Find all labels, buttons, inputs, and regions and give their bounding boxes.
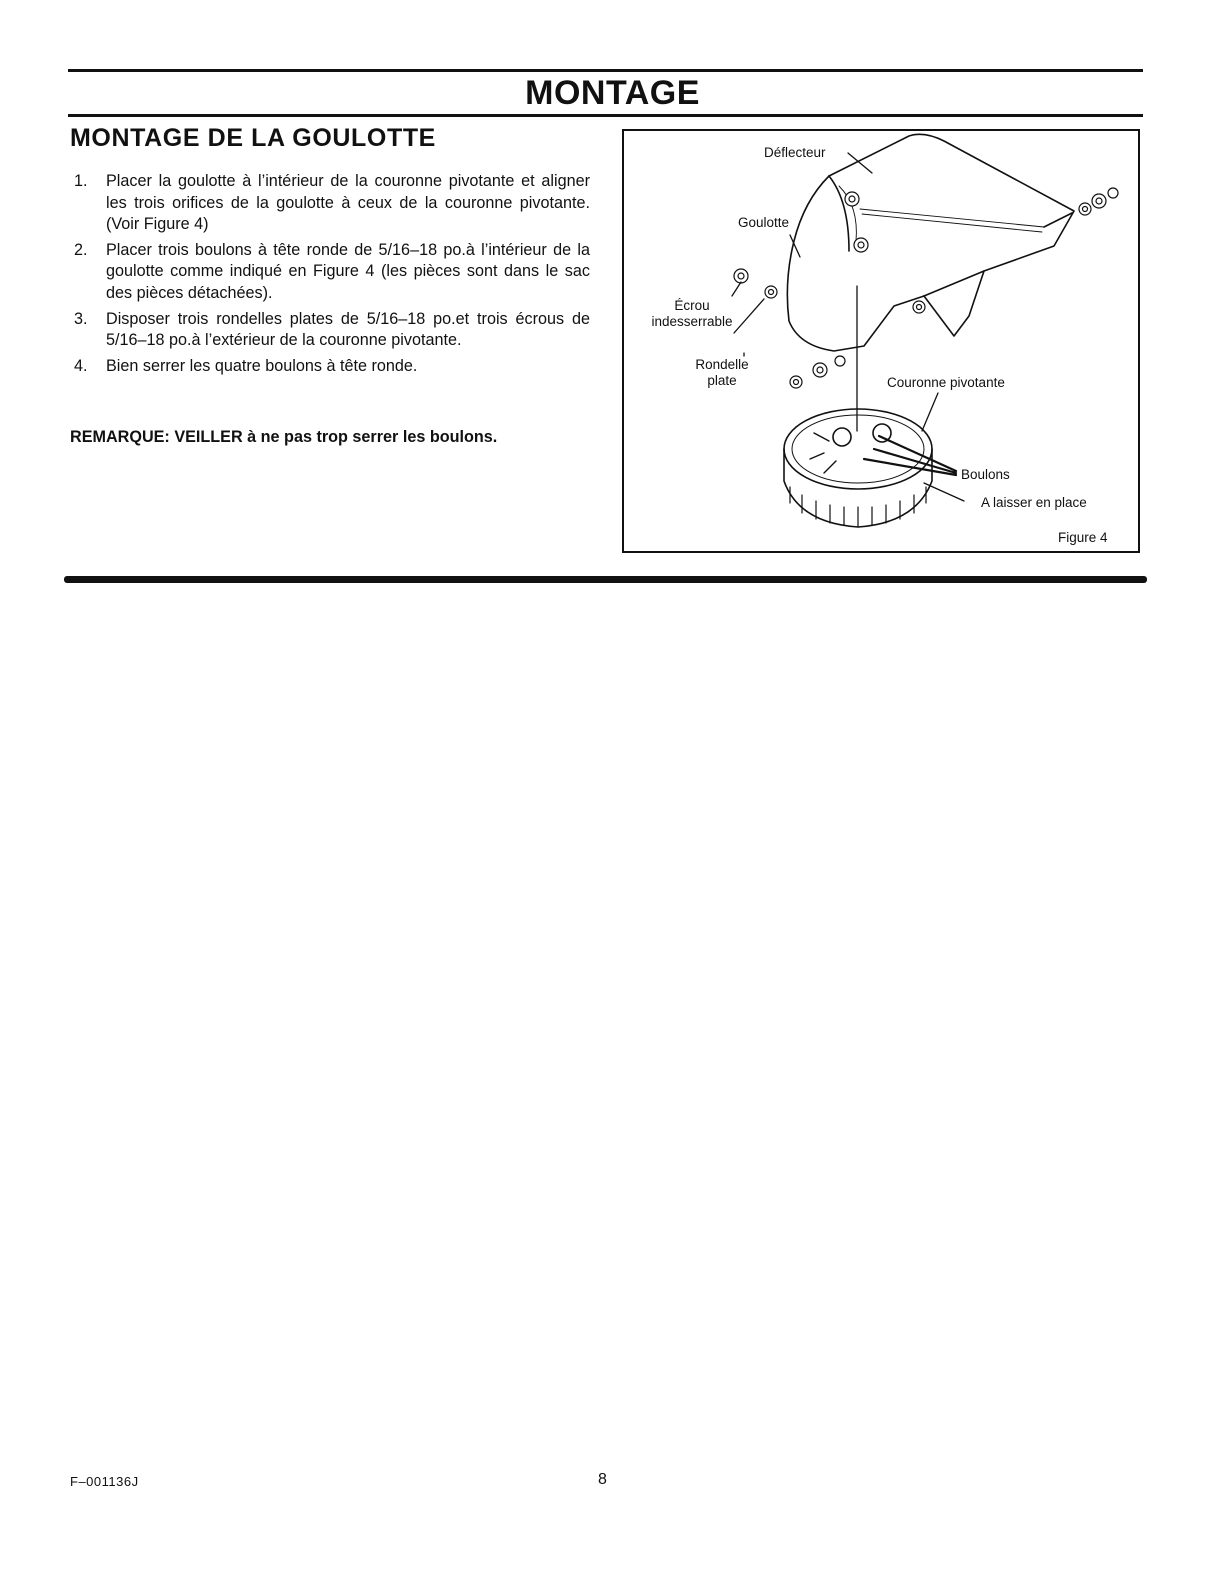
label-ecrou-line1: Écrou [674,298,710,313]
step-item [70,171,590,236]
remark-note: REMARQUE: VEILLER à ne pas trop serrer les boulons. [70,428,498,446]
step-number: 4. [74,356,88,375]
title-rule [68,114,1143,117]
document-code: F–001136J [70,1474,139,1489]
label-rondelle [686,357,758,389]
label-rondelle-line1: Rondelle [695,357,749,372]
chute-assembly-illustration [624,131,1137,550]
label-rondelle-line2: plate [707,373,737,388]
step-text: Bien serrer les quatre boulons à tête ronde. [106,356,418,375]
page-number: 8 [598,1471,607,1488]
section-end-rule [64,576,1147,583]
page-title: MONTAGE [525,74,700,112]
label-couronne: Couronne pivotante [887,375,1005,390]
step-number: 1. [74,172,88,190]
step-number: 3. [74,309,88,328]
step-number: 2. [74,240,88,259]
step-text: Placer trois boulons à tête ronde de 5/16–18 po.à l’intérieur de la goulotte comme indiqué en Figure 4 (les pièces sont dans le sac des pièces détachées). [106,240,590,302]
step-item [70,309,590,352]
label-ecrou-line2: indesserrable [651,314,733,329]
figure-caption: Figure 4 [1058,530,1108,545]
label-goulotte: Goulotte [738,215,790,230]
label-ecrou [646,298,738,330]
label-boulons: Boulons [961,467,1010,482]
step-item [70,240,590,305]
step-text: Placer la goulotte à l’intérieur de la couronne pivotante et aligner les trois orifices de la goulotte à ceux de la couronne pivotante. (Voir Figure 4) [106,172,590,234]
label-laisser: A laisser en place [981,495,1087,510]
instruction-steps [70,171,590,381]
step-item [70,356,590,378]
section-heading: MONTAGE DE LA GOULOTTE [70,124,436,152]
step-text: Disposer trois rondelles plates de 5/16–18 po.et trois écrous de 5/16–18 po.à l’extérieur de la couronne pivotante. [106,309,590,350]
label-deflecteur: Déflecteur [764,145,826,160]
figure-4 [622,129,1140,553]
